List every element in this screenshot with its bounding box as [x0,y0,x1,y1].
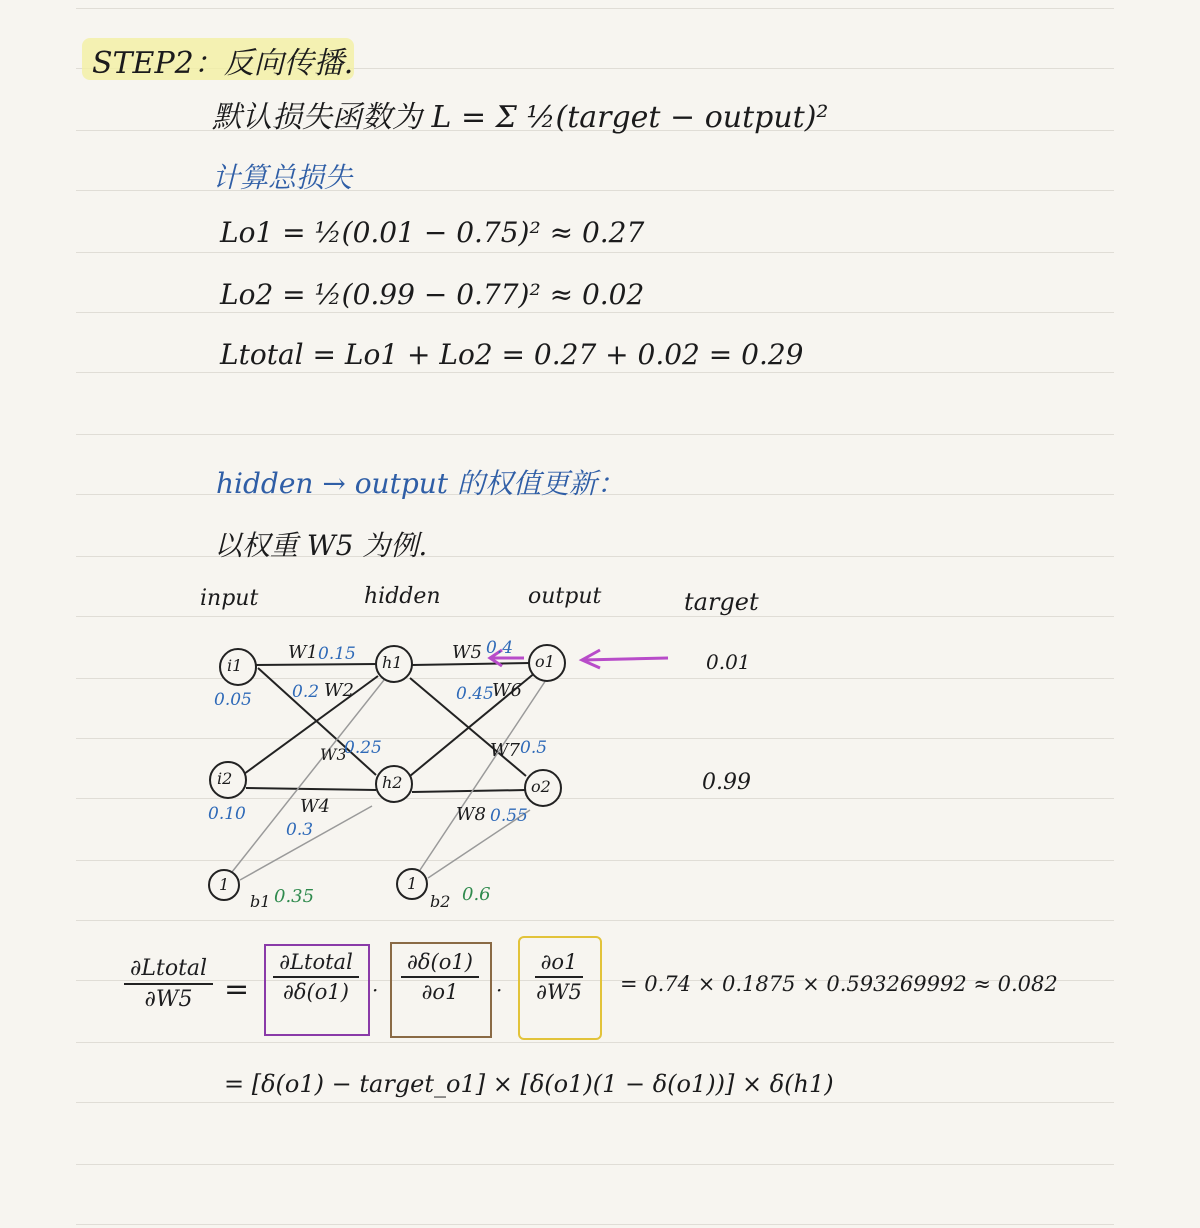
term3-fraction [520,950,598,1004]
term1-denominator: ∂δ(o1) [283,980,349,1004]
loss-o2: Lo2 = ½(0.99 − 0.77)² ≈ 0.02 [220,278,645,311]
term3-denominator: ∂W5 [536,980,582,1004]
term2-fraction [392,950,488,1004]
node-o1: o1 [535,652,555,671]
input-i2-value: 0.10 [208,804,246,824]
weight-w6-label: W6 [492,680,522,701]
edge-w8 [412,790,526,792]
loss-definition: 默认损失函数为 L = Σ ½(target − output)² [212,100,829,135]
loss-total: Ltotal = Lo1 + Lo2 = 0.27 + 0.02 = 0.29 [220,338,804,371]
input-i1-value: 0.05 [214,690,252,710]
term1-fraction [266,950,366,1004]
expansion: = [δ(o1) − target_o1] × [δ(o1)(1 − δ(o1))] × δ(h1) [224,1070,834,1098]
dot-2: · [496,978,503,1002]
term2-numerator: ∂δ(o1) [401,950,479,978]
weight-w7-value: 0.5 [520,738,548,758]
weight-w1-label: W1 [288,642,318,663]
lhs-denominator: ∂W5 [144,987,193,1012]
edge-w1 [254,664,378,665]
section-update: hidden → output 的权值更新： [216,467,625,500]
node-i2: i2 [217,769,233,788]
node-h2: h2 [382,773,403,792]
edge-w4 [246,788,376,790]
node-i1: i1 [227,656,243,675]
node-b2: 1 [407,874,418,893]
header-output: output [528,584,602,609]
example-note: 以权重 W5 为例. [214,529,428,562]
weight-w3-label: W3 [320,745,347,764]
target-o1-value: 0.01 [706,650,751,674]
weight-w7-label: W7 [490,740,520,761]
weight-w5-value: 0.4 [486,638,514,658]
weight-w4-label: W4 [300,796,330,817]
bias-b2-value: 0.6 [462,884,491,905]
weight-w3-value: 0.25 [344,738,382,758]
weight-w2-value: 0.2 [292,682,320,702]
node-b1: 1 [219,875,230,894]
node-h1: h1 [382,653,403,672]
weight-w8-label: W8 [456,804,486,825]
bias-b1-value: 0.35 [274,886,315,907]
node-o2: o2 [531,777,551,796]
chain-result: = 0.74 × 0.1875 × 0.593269992 ≈ 0.082 [620,972,1058,996]
header-target: target [684,588,759,616]
term3-numerator: ∂o1 [535,950,584,978]
term1-numerator: ∂Ltotal [273,950,359,978]
step-title: STEP2：反向传播. [92,46,354,81]
weight-w6-value: 0.45 [456,684,494,704]
loss-o1: Lo1 = ½(0.01 − 0.75)² ≈ 0.27 [220,216,645,249]
edge-b1-h1 [232,680,384,872]
lhs-numerator: ∂Ltotal [124,956,213,985]
target-arrow [490,650,668,668]
edge-b1-h2 [240,806,372,880]
weight-w5-label: W5 [452,642,482,663]
dot-1: · [372,978,379,1002]
weight-w1-value: 0.15 [318,644,356,664]
edge-w5 [412,663,530,665]
header-input: input [200,586,259,611]
target-o2-value: 0.99 [702,770,751,795]
lhs-fraction [124,956,213,1012]
equals-sign: = [224,972,250,1007]
header-hidden: hidden [364,584,441,609]
weight-w2-label: W2 [324,680,354,701]
weight-w4-value: 0.3 [286,820,314,840]
bias-b1-label: b1 [250,892,271,911]
term2-denominator: ∂o1 [421,980,459,1004]
weight-w8-value: 0.55 [490,806,528,826]
bias-b2-label: b2 [430,892,451,911]
section-total-loss: 计算总损失 [212,161,353,194]
